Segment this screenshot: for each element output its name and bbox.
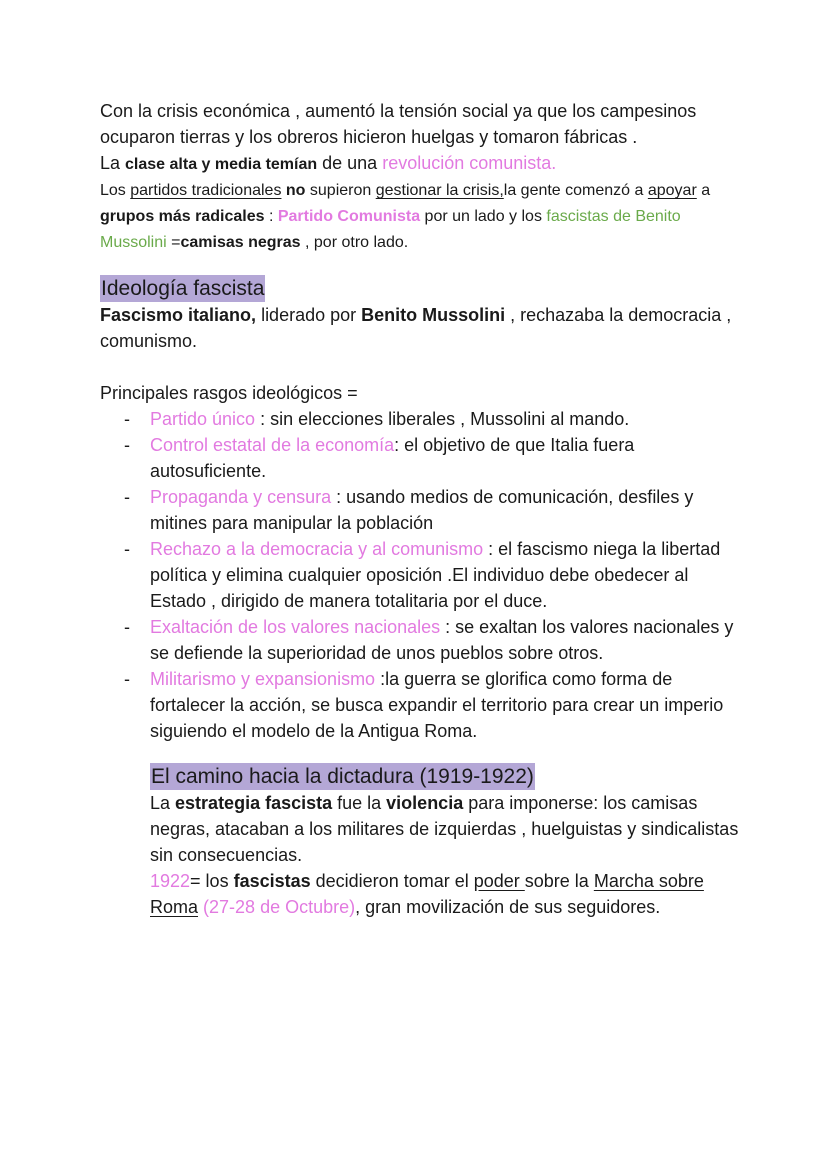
text-run: a [696,182,711,199]
text-run: fue la [332,793,387,813]
text-run: para imponerse: los camisas negras, atacaban a los militares de izquierdas , huelguistas y sindicalistas sin consecuencias. [150,793,739,865]
dictatorship-paragraph-1 [150,790,740,868]
list-item [100,614,740,666]
list-item [100,484,740,536]
text-run: , por otro lado. [300,234,409,251]
bold-text: camisas negras [180,234,301,251]
ideology-paragraph [100,302,740,354]
underlined-text: partidos tradicionales [130,182,282,199]
bullet-dash: - [124,539,130,559]
bold-text: grupos más radicales [100,208,265,225]
bold-text: clase alta y media temían [125,156,318,173]
trait-text: : el fascismo niega la libertad política y elimina cualquier oposición .El individuo debe obedecer al Estado , dirigido de manera totalitaria por el duce. [150,539,721,611]
trait-key: Propaganda y censura [150,487,332,507]
section-dictatorship [100,763,740,920]
text-run: = [166,234,181,251]
traits-title: Principales rasgos ideológicos = [100,383,358,403]
text-run: liderado por [256,305,362,325]
bold-text: Benito Mussolini [361,305,506,325]
section-heading: El camino hacia la dictadura (1919-1922) [151,765,534,788]
text-run: , gran movilización de sus seguidores. [355,897,661,917]
trait-text: :la guerra se glorifica como forma de fortalecer la acción, se busca expandir el territorio para crear un imperio siguiendo el modelo de la Antigua Roma. [150,669,724,741]
highlight-text: (27-28 de Octubre) [203,897,356,917]
bold-text: violencia [386,793,464,813]
intro-paragraph-2 [100,150,740,178]
text-run: : [264,208,278,225]
trait-key: Partido único [150,409,256,429]
text-run: decidieron tomar el [310,871,474,891]
section-heading: Ideología fascista [101,277,265,300]
text-run: sobre la [524,871,594,891]
spacer [100,354,740,380]
text-run: por un lado y los [420,208,547,225]
bold-text: estrategia fascista [175,793,333,813]
text-run: Los [100,182,131,199]
section-heading-row [150,763,740,790]
traits-list [100,406,740,744]
underlined-text: apoyar [647,182,697,199]
bullet-dash: - [124,487,130,507]
list-item [100,666,740,744]
text-run: La [100,153,126,173]
spacer [100,256,740,275]
highlight-text: 1922 [150,871,191,891]
highlight-text-green: fascistas de Benito Mussolini [100,208,681,251]
bold-text: Fascismo italiano, [100,305,257,325]
list-item [100,406,740,432]
underlined-text: poder [473,871,525,891]
highlight-text: revolución comunista. [382,153,557,173]
list-item [100,536,740,614]
text-run: = los [190,871,234,891]
trait-key: Exaltación de los valores nacionales [150,617,441,637]
underlined-text: Marcha sobre Roma [150,871,704,917]
bullet-dash: - [124,617,130,637]
underlined-text: gestionar la crisis, [375,182,504,199]
section-ideology [100,275,740,302]
bullet-dash: - [124,409,130,429]
text-run: la gente comenzó a [503,182,648,199]
text-run: La [150,793,176,813]
list-item [100,432,740,484]
document-page [100,98,740,920]
bullet-dash: - [124,669,130,689]
trait-key: Rechazo a la democracia y al comunismo [150,539,484,559]
highlight-text: Partido Comunista [277,208,421,225]
trait-text: : se exaltan los valores nacionales y se defiende la superioridad de unos pueblos sobre otros. [150,617,734,663]
trait-text: : el objetivo de que Italia fuera autosuficiente. [150,435,635,481]
trait-key: Militarismo y expansionismo [150,669,376,689]
bold-text: no [285,182,306,199]
trait-text: : sin elecciones liberales , Mussolini al mando. [255,409,630,429]
text-run: supieron [305,182,376,199]
spacer [100,744,740,763]
text-run: , rechazaba la democracia , comunismo. [100,305,732,351]
dictatorship-paragraph-2 [150,868,740,920]
intro-paragraph-1: Con la crisis económica , aumentó la tensión social ya que los campesinos ocuparon tierras y los obreros hicieron huelgas y tomaron fábricas . [100,101,697,147]
bullet-dash: - [124,435,130,455]
trait-key: Control estatal de la economía [150,435,395,455]
intro-paragraph-3 [100,178,740,256]
trait-text: : usando medios de comunicación, desfiles y mitines para manipular la población [150,487,694,533]
bold-text: fascistas [233,871,311,891]
text-run: de una [317,153,383,173]
